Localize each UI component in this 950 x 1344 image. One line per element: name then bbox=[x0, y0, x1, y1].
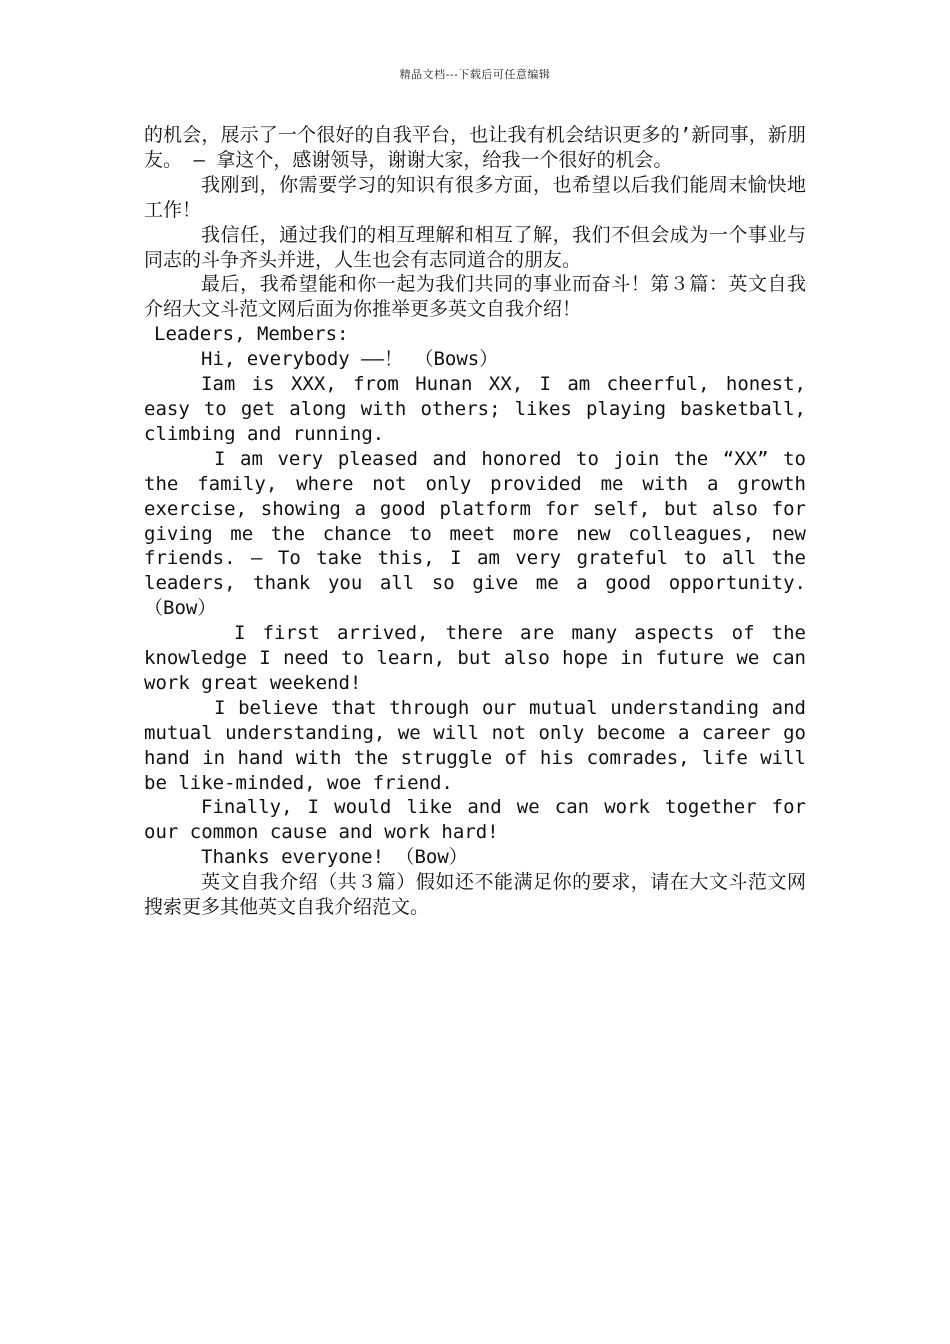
closing-paragraph: 英文自我介绍（共３篇）假如还不能满足你的要求，请在大文斗范文网搜索更多其他英文自我介绍范文。 bbox=[144, 871, 806, 919]
english-paragraph-join: I am very pleased and honored to join the “XX” to the family, where not only provided me with a growth exercise, showing a good platform for self, but also for giving me the chance to meet more new colleagues, new friends. – To take this, I am very grateful to all the leaders, thank you all so give me a good opportunity.（Bow） bbox=[144, 447, 806, 620]
english-paragraph-intro: Iam is XXX, from Hunan XX, I am cheerful, honest, easy to get along with others; likes playing basketball, climbing and running. bbox=[144, 373, 806, 445]
english-paragraph-arrived: I first arrived, there are many aspects of the knowledge I need to learn, but also hope in future we can work great weekend! bbox=[144, 622, 806, 694]
english-paragraph-finally: Finally, I would like and we can work together for our common cause and work hard! bbox=[144, 796, 806, 844]
english-paragraph-thanks: Thanks everyone! （Bow） bbox=[201, 846, 468, 869]
page-header: 精品文档---下载后可任意编辑 bbox=[399, 68, 551, 81]
greeting-line: Hi, everybody ——！ （Bows） bbox=[201, 348, 499, 371]
paragraph-3: 我信任，通过我们的相互理解和相互了解，我们不但会成为一个事业与同志的斗争齐头并进，人生也会有志同道合的朋友。 bbox=[144, 223, 806, 271]
document-body bbox=[144, 123, 806, 920]
paragraph-4: 最后，我希望能和你一起为我们共同的事业而奋斗！第３篇：英文自我介绍大文斗范文网后面为你推举更多英文自我介绍！ bbox=[144, 273, 806, 321]
paragraph-1: 的机会，展示了一个很好的自我平台，也让我有机会结识更多的’新同事，新朋友。 – 拿这个，感谢领导，谢谢大家，给我一个很好的机会。 bbox=[144, 124, 806, 171]
english-paragraph-believe: I believe that through our mutual understanding and mutual understanding, we will not only become a career go hand in hand with the struggle of his comrades, life will be like-minded, woe friend. bbox=[144, 696, 806, 794]
salutation: Leaders, Members: bbox=[154, 323, 349, 346]
paragraph-2: 我刚到，你需要学习的知识有很多方面，也希望以后我们能周末愉快地工作！ bbox=[144, 173, 806, 221]
